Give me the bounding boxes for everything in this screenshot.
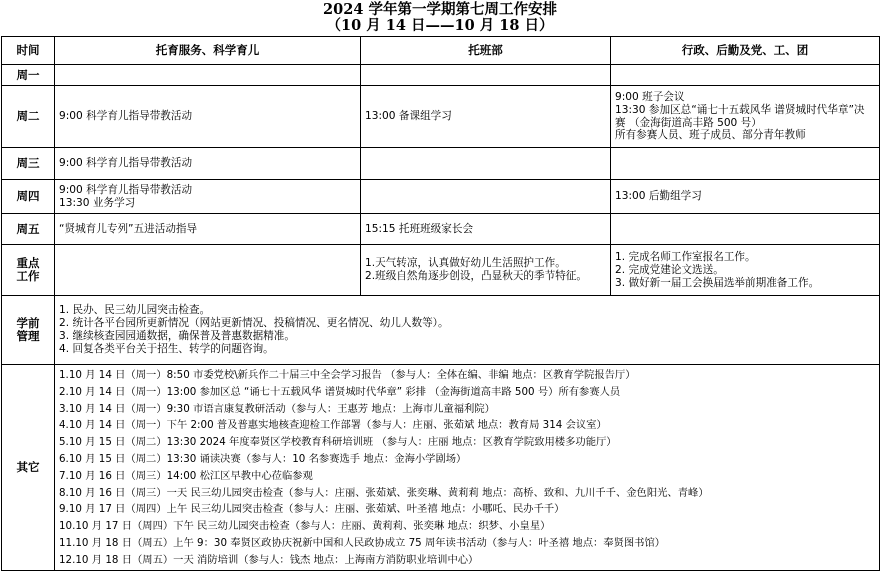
header-childcare: 托育服务、科学育儿 [55, 37, 361, 65]
preschool-item: 2. 统计各平台园所更新情况（网站更新情况、投稿情况、更名情况、幼儿人数等）。 [59, 317, 449, 330]
preschool-item: 1. 民办、民三幼儿园突击检查。 [59, 304, 211, 317]
day-label-fri: 周五 [2, 214, 55, 245]
other-content [55, 365, 880, 571]
wed-admin [611, 148, 880, 180]
thu-admin: 13:00 后勤组学习 [611, 180, 880, 214]
other-item: 6.10 月 15 日（周二）13:30 诵读决赛（参与人：10 名参赛选手 地点：金海小学剧场） [59, 452, 467, 465]
wed-nursery [361, 148, 611, 180]
focus-admin-item: 3. 做好新一届工会换届选举前期准备工作。 [615, 276, 820, 289]
other-label: 其它 [2, 365, 55, 571]
tue-childcare: 9:00 科学育儿指导带教活动 [55, 86, 361, 148]
preschool-item: 4. 回复各类平台关于招生、转学的问题咨询。 [59, 342, 274, 355]
header-admin: 行政、后勤及党、工、团 [611, 37, 880, 65]
other-item: 8.10 月 16 日（周三）一天 民三幼儿园突击检查（参与人：庄丽、张茹斌、张奕琳、黄莉莉 地点：高桥、致和、九川千千、金色阳光、青峰） [59, 486, 709, 499]
fri-childcare: “贤城育儿专列”五进活动指导 [55, 214, 361, 245]
tue-admin-item: 13:30 参加区总“诵七十五载风华 谱贤城时代华章”决赛 （金海街道高丰路 500 号） [615, 103, 865, 129]
row-thursday [2, 180, 880, 214]
day-label-tue: 周二 [2, 86, 55, 148]
preschool-label: 学前 管理 [2, 296, 55, 365]
focus-childcare [55, 245, 361, 296]
schedule-table [1, 36, 880, 571]
preschool-item: 3. 继续核查园园通数据，确保普及普惠数据精准。 [59, 330, 295, 342]
day-label-mon: 周一 [2, 65, 55, 86]
tue-admin-item: 9:00 班子会议 [615, 90, 685, 103]
other-item: 7.10 月 16 日（周三）14:00 松江区早教中心莅临参观 [59, 469, 313, 482]
tue-admin [611, 86, 880, 148]
other-item: 12.10 月 18 日（周五）一天 消防培训（参与人：钱杰 地点：上海南方消防职业培训中心） [59, 553, 479, 566]
thu-nursery [361, 180, 611, 214]
header-time: 时间 [2, 37, 55, 65]
day-label-thu: 周四 [2, 180, 55, 214]
focus-label: 重点 工作 [2, 245, 55, 296]
focus-nursery-item: 2.班级自然角逐步创设，凸显秋天的季节特征。 [365, 270, 587, 282]
header-row [2, 37, 880, 65]
thu-childcare [55, 180, 361, 214]
thu-childcare-item: 9:00 科学育儿指导带教活动 [59, 183, 193, 196]
focus-nursery [361, 245, 611, 296]
mon-childcare [55, 65, 361, 86]
other-item: 2.10 月 14 日（周一）13:00 参加区总 “诵七十五载风华 谱贤城时代华章” 彩排 （金海街道高丰路 500 号）所有参赛人员 [59, 385, 621, 398]
title-line-2: （10 月 14 日——10 月 18 日） [326, 17, 554, 34]
tue-nursery: 13:00 备课组学习 [361, 86, 611, 148]
mon-nursery [361, 65, 611, 86]
thu-childcare-item: 13:30 业务学习 [59, 196, 136, 209]
row-friday [2, 214, 880, 245]
fri-nursery: 15:15 托班班级家长会 [361, 214, 611, 245]
row-preschool [2, 296, 880, 365]
row-tuesday [2, 86, 880, 148]
day-label-wed: 周三 [2, 148, 55, 180]
tue-admin-item: 所有参赛人员、班子成员、部分青年教师 [615, 129, 806, 142]
focus-nursery-item: 1.天气转凉，认真做好幼儿生活照护工作。 [365, 257, 566, 269]
focus-admin-item: 2. 完成党建论文选送。 [615, 263, 724, 276]
page-title [0, 0, 880, 34]
focus-admin-item: 1. 完成名师工作室报名工作。 [615, 250, 756, 263]
row-wednesday [2, 148, 880, 180]
other-item: 1.10 月 14 日（周一）8:50 市委党校\新兵作二十届三中全会学习报告 （参与人：全体在编、非编 地点：区教育学院报告厅） [59, 369, 636, 381]
row-monday [2, 65, 880, 86]
focus-admin [611, 245, 880, 296]
wed-childcare: 9:00 科学育儿指导带教活动 [55, 148, 361, 180]
other-item: 9.10 月 17 日（周四）上午 民三幼儿园突击检查（参与人：庄丽、张茹斌、叶圣禧 地点：小哪吒、民办千千） [59, 503, 565, 516]
other-item: 11.10 月 18 日（周五）上午 9：30 奉贤区政协庆祝新中国和人民政协成立 75 周年读书活动（参与人：叶圣禧 地点：奉贤图书馆） [59, 536, 666, 549]
fri-admin [611, 214, 880, 245]
row-other [2, 365, 880, 571]
header-nursery: 托班部 [361, 37, 611, 65]
other-item: 3.10 月 14 日（周一）9:30 市语言康复教研活动（参与人：王惠芳 地点：上海市儿童福利院） [59, 402, 495, 415]
other-item: 10.10 月 17 日（周四）下午 民三幼儿园突击检查（参与人：庄丽、黄莉莉、张奕琳 地点：织梦、小皇星） [59, 520, 551, 533]
title-line-1: 2024 学年第一学期第七周工作安排 [323, 1, 557, 18]
other-item: 5.10 月 15 日（周二）13:30 2024 年度奉贤区学校教育科研培训班 （参与人：庄丽 地点：区教育学院致用楼多功能厅） [59, 436, 617, 449]
mon-admin [611, 65, 880, 86]
other-item: 4.10 月 14 日（周一）下午 2:00 普及普惠实地核查迎检工作部署（参与人：庄丽、张茹斌 地点：教育局 314 会议室） [59, 419, 607, 432]
preschool-content [55, 296, 880, 365]
row-focus [2, 245, 880, 296]
